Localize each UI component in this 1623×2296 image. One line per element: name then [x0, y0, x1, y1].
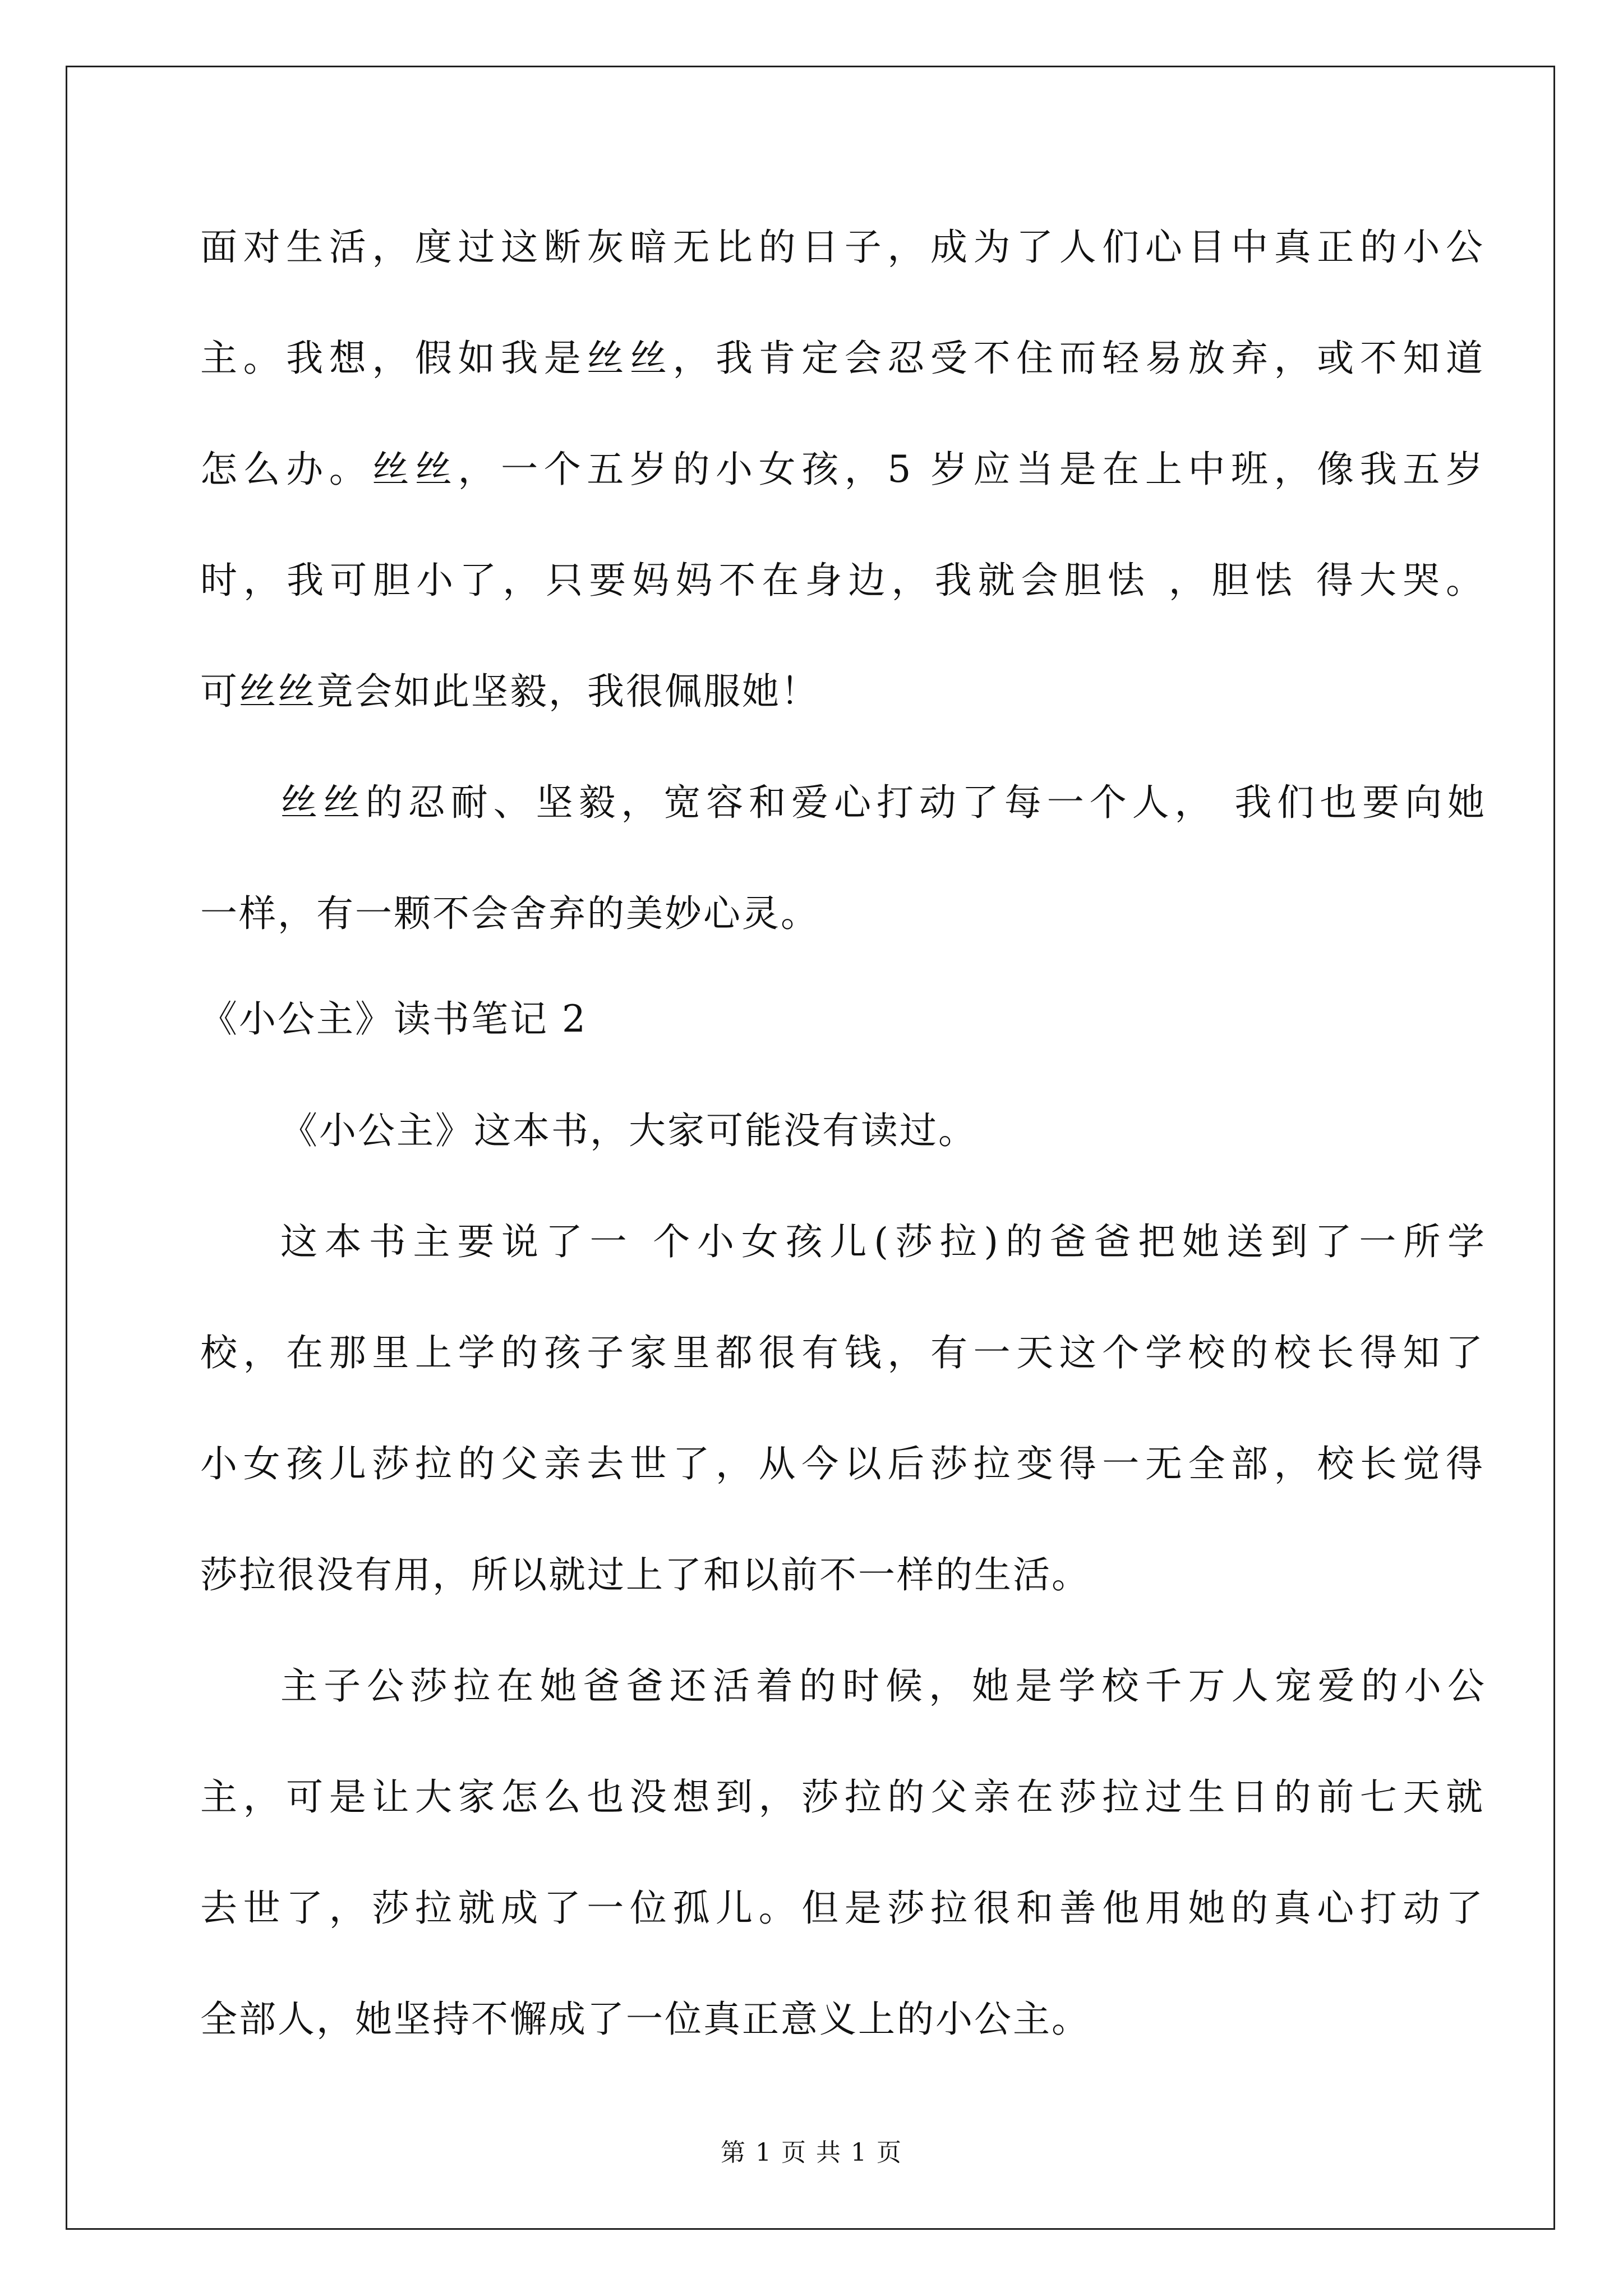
paragraph-first-line: 这本书主要说了一 个小女孩儿(莎拉)的爸爸把她送到了一所学: [280, 1220, 1486, 1263]
paragraph-first-line: 丝丝的忍耐、坚毅，宽容和爱心打动了每一个人， 我们也要向她: [280, 781, 1486, 824]
text-line: 全部人，她坚持不懈成了一位真正意义上的小公主。: [200, 1998, 1090, 2041]
text-line: 主。我想，假如我是丝丝，我肯定会忍受不住而轻易放弃，或不知道: [200, 337, 1484, 380]
text-line: 面对生活，度过这断灰暗无比的日子，成为了人们心目中真正的小公: [200, 226, 1484, 269]
text-line: 一样，有一颗不会舍弃的美妙心灵。: [200, 892, 819, 935]
text-line: 时，我可胆小了，只要妈妈不在身边，我就会胆怯 ，胆怯 得大哭。: [200, 559, 1484, 602]
text-line: 莎拉很没有用，所以就过上了和以前不一样的生活。: [200, 1553, 1090, 1596]
text-line: 小女孩儿莎拉的父亲去世了，从今以后莎拉变得一无全部，校长觉得: [200, 1442, 1484, 1485]
text-line: 校，在那里上学的孩子家里都很有钱，有一天这个学校的校长得知了: [200, 1331, 1484, 1374]
paragraph-first-line: 主子公莎拉在她爸爸还活着的时候，她是学校千万人宠爱的小公: [280, 1664, 1486, 1708]
section-heading: 《小公主》读书笔记 2: [200, 997, 587, 1041]
text-line: 可丝丝竟会如此坚毅，我很佩服她！: [200, 670, 819, 713]
text-line: 去世了，莎拉就成了一位孤儿。但是莎拉很和善他用她的真心打动了: [200, 1887, 1484, 1930]
text-line: 怎么办。丝丝，一个五岁的小女孩，5 岁应当是在上中班，像我五岁: [200, 448, 1484, 491]
paragraph-first-line: 《小公主》这本书，大家可能没有读过。: [280, 1109, 977, 1152]
text-line: 主，可是让大家怎么也没想到，莎拉的父亲在莎拉过生日的前七天就: [200, 1775, 1484, 1819]
page-number-footer: 第 1 页 共 1 页: [721, 2138, 902, 2167]
